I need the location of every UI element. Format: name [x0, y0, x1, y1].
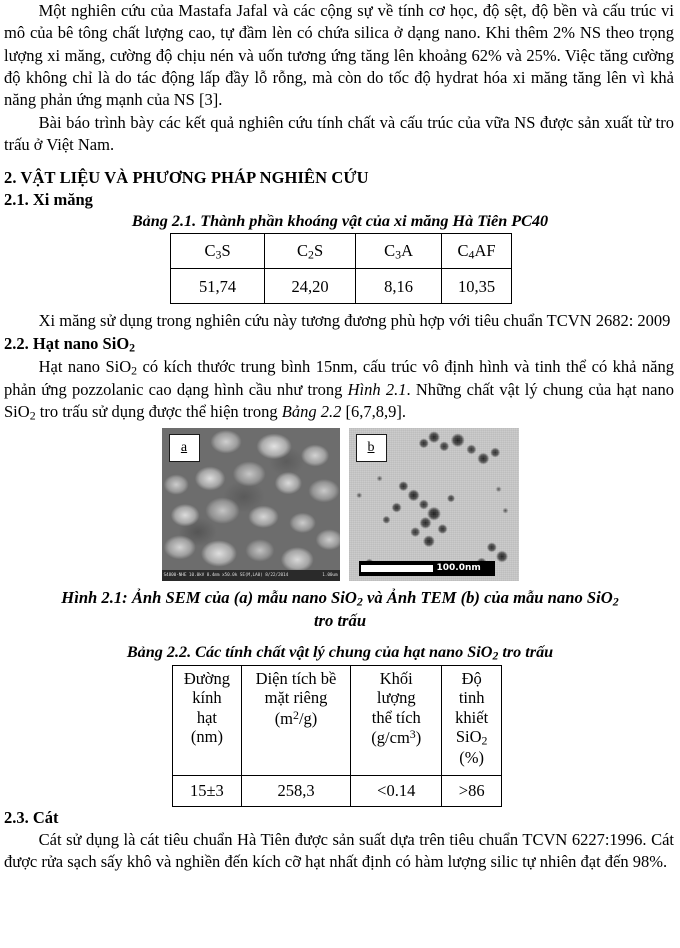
table-22-value-specific-surface-area: 258,3	[241, 775, 350, 806]
reference-hinh-21: Hình 2.1	[347, 379, 407, 399]
header-line-unit: $(m^2/g)$	[274, 707, 318, 728]
scale-bar-line	[361, 565, 433, 572]
table-22-header-particle-diameter	[173, 665, 242, 775]
table-21-value-c4af: 10,35	[442, 269, 512, 304]
table-row	[171, 269, 512, 304]
subscript: 2	[481, 733, 488, 748]
header-line: Độ	[461, 668, 482, 688]
subscript: 2	[308, 247, 314, 262]
table-21-header-c2s-tail: S	[313, 241, 324, 261]
paragraph-cement-standard: Xi măng sử dụng trong nghiên cứu này tương đương phù hợp với tiêu chuẩn TCVN 2682: 2009	[38, 311, 671, 331]
table-21-header-c2s: $C_2S$	[265, 234, 356, 269]
header-line: (nm)	[190, 727, 223, 747]
header-line: Diện tích bề	[255, 668, 337, 688]
figure-caption-part-3: tro trấu	[313, 610, 367, 630]
figure-21-images	[0, 428, 680, 581]
table-21-header-c4af-tail: AF	[474, 241, 496, 261]
header-line: Đường	[183, 668, 230, 688]
panel-label-a: a	[169, 434, 200, 462]
nano-text-1: Hạt nano SiO	[38, 357, 132, 377]
table-22-value-particle-diameter: 15±3	[173, 775, 242, 806]
spacer	[0, 156, 680, 167]
table-21-header-c3s: $C_3S$	[171, 234, 265, 269]
paragraph-nano-sio2	[0, 356, 680, 424]
table-row	[173, 775, 502, 806]
header-line: mặt riêng	[264, 688, 328, 708]
figure-caption-part-1: Hình 2.1: Ảnh SEM của (a) mẫu nano SiO	[61, 587, 357, 607]
nano-text-5: [6,7,8,9].	[341, 402, 406, 422]
header-line: lượng	[376, 688, 416, 708]
table-21-value-c3s: 51,74	[171, 269, 265, 304]
header-line: kính	[192, 688, 222, 708]
table-22-value-bulk-density: <0.14	[351, 775, 442, 806]
superscript: 3	[409, 727, 416, 742]
figure-21-caption	[0, 587, 680, 631]
heading-section-2-2-text: 2.2. Hạt nano SiO	[4, 333, 130, 353]
heading-section-2-3: 2.3. Cát	[4, 807, 59, 827]
sem-micrograph-panel-a	[162, 428, 340, 581]
subscript: 4	[468, 247, 475, 262]
superscript: 2	[293, 707, 299, 722]
header-line-unit: $(g/cm^3)$	[371, 727, 422, 748]
header-line-formula: SiO$_2$	[455, 727, 488, 748]
subscript: 2	[356, 594, 363, 609]
table-21-header-c3s-tail: S	[221, 241, 231, 261]
header-line: hạt	[196, 707, 217, 727]
header-line: khiết	[455, 707, 489, 727]
subscript: 2	[612, 594, 619, 609]
tem-micrograph-panel-b	[349, 428, 519, 581]
table-22-caption-part-2: tro trấu	[498, 642, 554, 661]
table-22-caption-part-1: Bảng 2.2. Các tính chất vật lý chung của hạt nano SiO	[126, 642, 493, 661]
paragraph-sand: Cát sử dụng là cát tiêu chuẩn Hà Tiên được sản suất dựa trên tiêu chuẩn TCVN 6227:1996. Cát được rửa sạch sấy khô và nghiền đến kích cỡ hạt nhất định có hàm lượng silic tự nhiên đạt đến 98%.	[4, 829, 674, 871]
sem-instrument-infobar	[162, 570, 340, 581]
subscript: 2	[129, 340, 136, 355]
table-21-header-c4af: $C_4AF$	[442, 234, 512, 269]
subscript: 3	[395, 247, 402, 262]
heading-section-2-2	[0, 333, 680, 356]
subscript: 2	[492, 649, 499, 663]
heading-section-2-1: 2.1. Xi măng	[4, 190, 93, 210]
subscript: 3	[215, 247, 222, 262]
figure-caption-part-2: và Ảnh TEM (b) của mẫu nano SiO	[362, 587, 613, 607]
sem-infobar-text: S4800-NHE 10.0kV 8.4mm x50.0k SE(M,LA0) 8/22/2014	[163, 572, 289, 578]
table-21-caption: Bảng 2.1. Thành phần khoáng vật của xi măng Hà Tiên PC40	[131, 212, 549, 231]
header-line: (%)	[459, 747, 485, 767]
nano-text-2: có kích thước trung bình 15nm, cấu trúc vô định hình và tinh thể có khả năng phản ứng pozzolanic cao dạng hình cầu như trong	[4, 357, 674, 399]
panel-label-b: b	[356, 434, 387, 462]
subscript: 2	[131, 363, 138, 378]
sem-infobar-scale: 1.00um	[322, 572, 338, 578]
paragraph-intro-2: Bài báo trình bày các kết quả nghiên cứu tính chất và cấu trúc của vữa NS được sản xuất từ tro trấu ở Việt Nam.	[4, 112, 674, 155]
table-row-header	[173, 665, 502, 775]
table-22-caption	[0, 642, 680, 664]
table-22-value-purity: >86	[442, 775, 502, 806]
subscript: 2	[29, 408, 36, 423]
table-physical-properties	[172, 665, 502, 807]
nano-text-4: tro trấu sử dụng được thể hiện trong	[35, 402, 282, 422]
header-line: Khối	[379, 668, 413, 688]
scale-bar-label: 100.0nm	[436, 562, 481, 573]
header-line: tinh	[458, 688, 485, 708]
tem-scale-bar	[359, 561, 495, 576]
table-mineral-composition	[170, 233, 512, 304]
table-21-header-c3a: $C_3A$	[356, 234, 442, 269]
header-line: thể tích	[371, 707, 421, 727]
paragraph-intro-1: Một nghiên cứu của Mastafa Jafal và các cộng sự về tính cơ học, độ sệt, độ bền và cấu trúc vi mô của bê tông chất lượng cao, tự đầm lèn có chứa silica ở dạng nano. Khi thêm 2% NS theo trọng lượng xi măng, cường độ chịu nén và uốn tương ứng tăng lên khoảng 62% và 25%. Việc tăng cường độ không chỉ là do tác động lấp đầy lỗ rỗng, mà còn do tốc độ hydrat hóa xi măng tăng lên vì khả năng phản ứng mạnh của NS [3].	[4, 1, 674, 110]
table-22-header-bulk-density	[351, 665, 442, 775]
heading-section-2: 2. VẬT LIỆU VÀ PHƯƠNG PHÁP NGHIÊN CỨU	[4, 168, 369, 188]
table-row-header	[171, 234, 512, 269]
spacer	[0, 631, 680, 642]
table-21-value-c3a: 8,16	[356, 269, 442, 304]
table-21-value-c2s: 24,20	[265, 269, 356, 304]
table-21-header-c3a-tail: A	[401, 241, 413, 261]
table-22-header-specific-surface-area	[241, 665, 350, 775]
table-22-header-purity	[442, 665, 502, 775]
reference-bang-22: Bảng 2.2	[281, 402, 342, 422]
nano-text-3: . Những chất vật lý chung của hạt nano SiO	[4, 379, 675, 422]
